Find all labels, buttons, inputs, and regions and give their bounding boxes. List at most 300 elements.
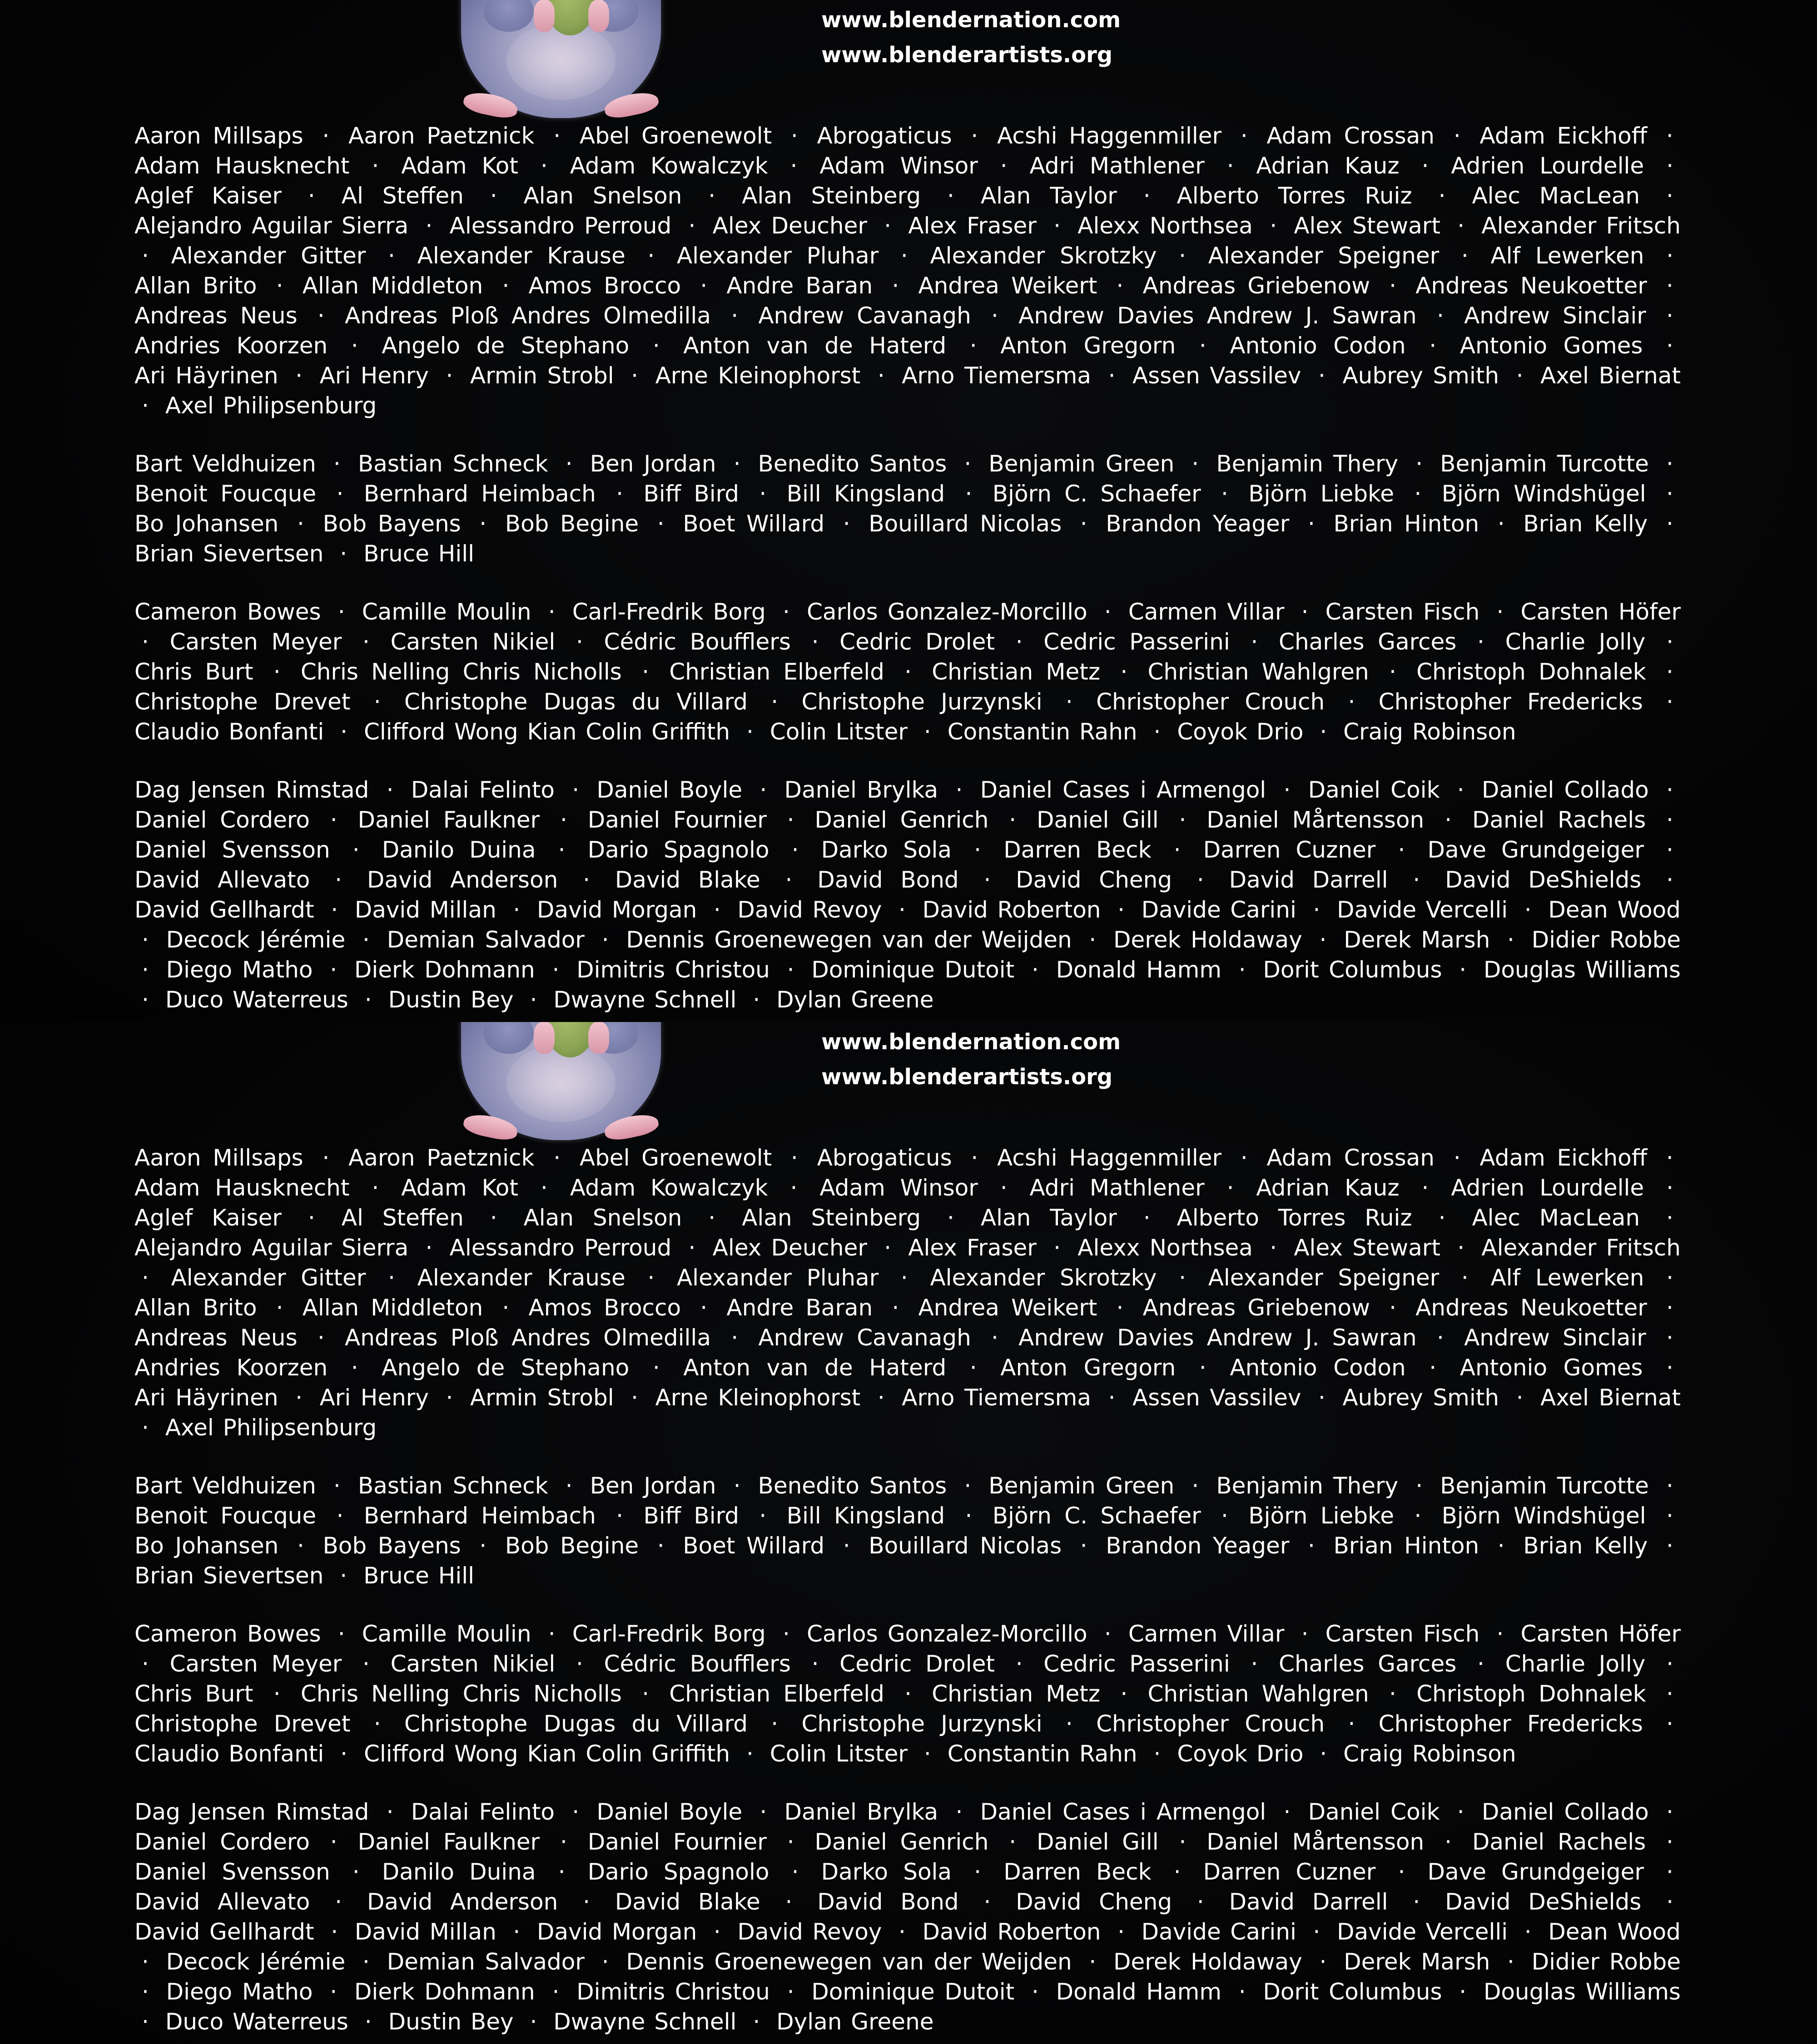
credit-name: Alexander Krause — [417, 243, 626, 269]
credit-name: Dean Wood — [1548, 897, 1681, 923]
separator-dot: · — [647, 243, 655, 269]
separator-dot: · — [362, 1949, 370, 1975]
separator-dot: · — [1666, 1651, 1673, 1677]
credit-name: Diego Matho — [166, 1979, 313, 2005]
separator-dot: · — [1080, 1533, 1087, 1559]
separator-dot: · — [1179, 807, 1187, 833]
credit-name: Didier Robbe — [1531, 1949, 1681, 1975]
credit-name: Benjamin Turcotte — [1440, 451, 1649, 477]
separator-dot: · — [1065, 689, 1073, 715]
separator-dot: · — [1666, 1354, 1673, 1381]
rat-hand-left — [534, 1022, 555, 1054]
separator-dot: · — [1666, 867, 1673, 893]
credit-name: Carsten Höfer — [1520, 1621, 1681, 1647]
separator-dot: · — [388, 243, 395, 269]
credit-name: Dave Grundgeiger — [1427, 837, 1644, 863]
separator-dot: · — [1143, 183, 1151, 209]
separator-dot: · — [330, 807, 338, 833]
credit-name: Bastian Schneck — [357, 451, 548, 477]
separator-dot: · — [1415, 451, 1423, 477]
credit-name: Dario Spagnolo — [587, 837, 769, 863]
credit-name: Cedric Drolet — [839, 629, 995, 655]
separator-dot: · — [388, 1265, 395, 1291]
credit-name: Bernhard Heimbach — [363, 1503, 596, 1529]
separator-dot: · — [965, 481, 973, 507]
credit-name: Christophe Drevet — [134, 689, 351, 715]
credit-name: David Millan — [354, 897, 496, 923]
separator-dot: · — [553, 123, 561, 149]
credit-name: Alf Lewerken — [1490, 243, 1644, 269]
credit-name: Carsten Meyer — [169, 1651, 342, 1677]
separator-dot: · — [333, 1473, 341, 1499]
credit-name: Darren Beck — [1003, 837, 1152, 863]
separator-dot: · — [364, 2009, 372, 2035]
credit-name: Alan Snelson — [523, 183, 682, 209]
credit-name: Adam Hausknecht — [134, 153, 350, 179]
separator-dot: · — [1666, 1533, 1673, 1559]
separator-dot: · — [1666, 1859, 1673, 1885]
separator-dot: · — [1666, 1295, 1673, 1321]
credit-name: Dalai Felinto — [411, 777, 555, 803]
credit-name: Björn Windshügel — [1441, 1503, 1646, 1529]
separator-dot: · — [583, 1889, 590, 1915]
separator-dot: · — [1153, 1741, 1161, 1767]
separator-dot: · — [295, 1384, 303, 1411]
credit-name: Daniel Fournier — [587, 1829, 767, 1855]
credit-name: Andrew Davies Andrew J. Sawran — [1018, 303, 1417, 329]
credit-name: Christian Metz — [932, 659, 1101, 685]
credit-name: Alberto Torres Ruiz — [1177, 183, 1412, 209]
separator-dot: · — [142, 987, 149, 1013]
credit-name: Ben Jordan — [590, 1473, 716, 1499]
rat-hand-right — [588, 0, 609, 32]
credit-name: Davide Vercelli — [1336, 897, 1508, 923]
separator-dot: · — [446, 1384, 453, 1411]
separator-dot: · — [1457, 777, 1465, 803]
credit-name: Davide Carini — [1141, 897, 1296, 923]
credit-name: Dennis Groenewegen van der Weijden — [626, 927, 1072, 953]
separator-dot: · — [1089, 927, 1097, 953]
credit-name: Dominique Dutoit — [811, 957, 1015, 983]
separator-dot: · — [1313, 1919, 1321, 1945]
separator-dot: · — [971, 123, 978, 149]
separator-dot: · — [1459, 1979, 1467, 2005]
credit-name: Christophe Dugas du Villard — [404, 1711, 748, 1737]
separator-dot: · — [1031, 1979, 1039, 2005]
credit-name: Adrien Lourdelle — [1451, 153, 1644, 179]
separator-dot: · — [782, 1621, 790, 1647]
credit-name: Dag Jensen Rimstad — [134, 777, 369, 803]
credit-name: Dennis Groenewegen van der Weijden — [626, 1949, 1072, 1975]
separator-dot: · — [352, 837, 360, 863]
credit-name: Constantin Rahn — [947, 1741, 1137, 1767]
separator-dot: · — [601, 927, 609, 953]
separator-dot: · — [1413, 1889, 1420, 1915]
separator-dot: · — [425, 1235, 433, 1261]
separator-dot: · — [811, 1651, 819, 1677]
credit-name: Ari Häyrinen — [134, 1384, 278, 1411]
credit-name: Andreas Ploß Andres Olmedilla — [345, 1325, 711, 1351]
credit-name: Aaron Millsaps — [134, 123, 303, 149]
credit-name: Adam Kowalczyk — [570, 153, 768, 179]
credit-name: Alex Fraser — [908, 1235, 1037, 1261]
separator-dot: · — [708, 183, 716, 209]
separator-dot: · — [1389, 273, 1397, 299]
credit-name: Amos Brocco — [528, 273, 681, 299]
separator-dot: · — [1000, 1175, 1008, 1201]
separator-dot: · — [340, 1563, 348, 1589]
separator-dot: · — [1153, 719, 1161, 745]
credit-name: Anton van de Haterd — [683, 1354, 947, 1381]
blendernation-link[interactable]: www.blendernation.com — [821, 1029, 1121, 1055]
credit-name: Alessandro Perroud — [449, 1235, 672, 1261]
credit-name: Alan Steinberg — [742, 1205, 921, 1231]
separator-dot: · — [330, 957, 338, 983]
separator-dot: · — [713, 897, 721, 923]
credit-name: David DeShields — [1445, 867, 1642, 893]
credit-name: Acshi Haggenmiller — [997, 123, 1222, 149]
credit-name: Craig Robinson — [1343, 1741, 1516, 1767]
separator-dot: · — [1666, 303, 1673, 329]
credit-name: Colin Litster — [769, 1741, 908, 1767]
separator-dot: · — [1251, 1651, 1258, 1677]
credit-name: Christophe Dugas du Villard — [404, 689, 748, 715]
credit-name: Christoph Dohnalek — [1416, 1681, 1646, 1707]
separator-dot: · — [142, 1265, 149, 1291]
credit-name: Benoit Foucque — [134, 1503, 317, 1529]
separator-dot: · — [540, 153, 548, 179]
credit-name: David Morgan — [536, 1919, 697, 1945]
credit-name: Alejandro Aguilar Sierra — [134, 1235, 409, 1261]
separator-dot: · — [1117, 1919, 1125, 1945]
credit-name: Carl-Fredrik Borg — [572, 599, 766, 625]
credit-name: Axel Biernat — [1540, 362, 1681, 389]
separator-dot: · — [787, 807, 794, 833]
credit-name: David Bond — [817, 1889, 959, 1915]
separator-dot: · — [811, 629, 819, 655]
credit-name: Donald Hamm — [1056, 957, 1222, 983]
credit-name: Dario Spagnolo — [587, 1859, 769, 1885]
separator-dot: · — [791, 837, 799, 863]
separator-dot: · — [965, 1503, 973, 1529]
separator-dot: · — [1270, 1235, 1277, 1261]
separator-dot: · — [1117, 897, 1125, 923]
separator-dot: · — [1421, 1175, 1429, 1201]
separator-dot: · — [553, 1145, 561, 1171]
separator-dot: · — [142, 392, 149, 419]
separator-dot: · — [276, 273, 283, 299]
credit-name: Alan Taylor — [980, 1205, 1117, 1231]
separator-dot: · — [1080, 511, 1087, 537]
credit-name: Dimitris Christou — [576, 1979, 770, 2005]
credit-name: Carsten Nikiel — [390, 629, 556, 655]
credit-name: Alexander Skrotzky — [930, 1265, 1157, 1291]
separator-dot: · — [790, 1175, 798, 1201]
credit-name: Christopher Fredericks — [1378, 689, 1643, 715]
credit-name: Carlos Gonzalez-Morcillo — [807, 599, 1087, 625]
credit-name: Claudio Bonfanti — [134, 719, 324, 745]
credit-name: Dwayne Schnell — [553, 2009, 737, 2035]
separator-dot: · — [884, 1235, 892, 1261]
credit-name: Björn Windshügel — [1441, 481, 1646, 507]
credit-name: Daniel Gill — [1037, 807, 1159, 833]
separator-dot: · — [576, 629, 583, 655]
separator-dot: · — [576, 1651, 583, 1677]
separator-dot: · — [1461, 243, 1469, 269]
credit-name: Alec MacLean — [1472, 1205, 1640, 1231]
credit-name: Brian Hinton — [1333, 1533, 1479, 1559]
separator-dot: · — [1398, 837, 1405, 863]
separator-dot: · — [1104, 1621, 1112, 1647]
credit-name: Arne Kleinophorst — [655, 1384, 861, 1411]
separator-dot: · — [330, 1979, 338, 2005]
credit-name: Aubrey Smith — [1342, 362, 1499, 389]
separator-dot: · — [790, 153, 798, 179]
credits-group-d — [134, 1797, 1681, 2037]
credit-name: Christian Elberfeld — [669, 659, 884, 685]
rat-mascot-image — [457, 1022, 665, 1149]
credit-name: Björn C. Schaefer — [992, 1503, 1201, 1529]
credit-name: Adri Mathlener — [1029, 1175, 1205, 1201]
separator-dot: · — [273, 659, 281, 685]
separator-dot: · — [1319, 927, 1327, 953]
separator-dot: · — [1429, 1354, 1437, 1381]
separator-dot: · — [1457, 1799, 1465, 1825]
separator-dot: · — [1496, 599, 1504, 625]
credit-name: Björn C. Schaefer — [992, 481, 1201, 507]
separator-dot: · — [142, 1949, 149, 1975]
separator-dot: · — [1240, 123, 1248, 149]
credit-name: Danilo Duina — [382, 1859, 536, 1885]
separator-dot: · — [892, 1295, 899, 1321]
separator-dot: · — [1318, 1384, 1326, 1411]
separator-dot: · — [843, 511, 850, 537]
credit-name: Chris Burt — [134, 659, 253, 685]
separator-dot: · — [1000, 153, 1008, 179]
separator-dot: · — [502, 273, 510, 299]
separator-dot: · — [1031, 957, 1039, 983]
separator-dot: · — [991, 1325, 998, 1351]
separator-dot: · — [1318, 362, 1326, 389]
credit-name: David Darrell — [1229, 867, 1388, 893]
credit-name: Bob Bayens — [323, 511, 461, 537]
separator-dot: · — [560, 1829, 567, 1855]
credit-name: Benedito Santos — [758, 451, 947, 477]
separator-dot: · — [1457, 213, 1465, 239]
separator-dot: · — [1666, 1711, 1673, 1737]
credit-name: Axel Philipsenburg — [165, 1414, 377, 1441]
credit-name: Daniel Fournier — [587, 807, 767, 833]
separator-dot: · — [351, 332, 358, 359]
credit-name: Christopher Crouch — [1096, 689, 1325, 715]
website-links — [821, 3, 1121, 73]
separator-dot: · — [490, 1205, 497, 1231]
separator-dot: · — [899, 897, 906, 923]
credit-name: Donald Hamm — [1056, 1979, 1222, 2005]
credit-name: Brian Kelly — [1523, 511, 1648, 537]
credit-name: David Revoy — [737, 897, 882, 923]
separator-dot: · — [1477, 1651, 1484, 1677]
separator-dot: · — [877, 362, 885, 389]
separator-dot: · — [335, 1889, 343, 1915]
credit-name: Ben Jordan — [590, 451, 716, 477]
blendernation-link[interactable]: www.blendernation.com — [821, 7, 1121, 33]
separator-dot: · — [142, 1414, 149, 1441]
credit-name: Adrien Lourdelle — [1451, 1175, 1644, 1201]
separator-dot: · — [1666, 511, 1673, 537]
credit-name: Daniel Faulkner — [357, 1829, 540, 1855]
credit-name: David Darrell — [1229, 1889, 1388, 1915]
credit-name: Charles Garces — [1279, 629, 1457, 655]
separator-dot: · — [1453, 1145, 1461, 1171]
separator-dot: · — [1421, 153, 1429, 179]
separator-dot: · — [1666, 1829, 1673, 1855]
credit-name: Alexander Krause — [417, 1265, 626, 1291]
credit-name: Anton Gregorn — [1000, 1354, 1176, 1381]
credit-name: Alex Stewart — [1294, 1235, 1440, 1261]
credit-name: Assen Vassilev — [1132, 1384, 1301, 1411]
separator-dot: · — [1251, 629, 1258, 655]
credit-name: Adam Kowalczyk — [570, 1175, 768, 1201]
separator-dot: · — [1270, 213, 1277, 239]
credit-name: Alexander Pluhar — [676, 1265, 879, 1291]
credit-name: Daniel Genrich — [814, 807, 989, 833]
separator-dot: · — [782, 599, 790, 625]
credit-name: Douglas Williams — [1483, 957, 1681, 983]
credit-name: Alexx Northsea — [1077, 213, 1253, 239]
credit-name: Derek Marsh — [1344, 1949, 1490, 1975]
separator-dot: · — [572, 777, 580, 803]
credit-name: David Roberton — [922, 897, 1101, 923]
separator-dot: · — [1120, 1681, 1128, 1707]
credit-name: David Allevato — [134, 867, 310, 893]
separator-dot: · — [1221, 481, 1228, 507]
separator-dot: · — [1173, 1859, 1181, 1885]
separator-dot: · — [771, 1711, 779, 1737]
credit-name: David Allevato — [134, 1889, 310, 1915]
separator-dot: · — [1414, 481, 1422, 507]
separator-dot: · — [1089, 1949, 1097, 1975]
credit-name: Benoit Foucque — [134, 481, 317, 507]
credit-name: Adrian Kauz — [1256, 153, 1400, 179]
separator-dot: · — [1666, 1325, 1673, 1351]
credit-name: Dwayne Schnell — [553, 987, 737, 1013]
credit-name: Daniel Boyle — [596, 1799, 743, 1825]
credit-name: Alec MacLean — [1472, 183, 1640, 209]
credit-name: Cameron Bowes — [134, 599, 321, 625]
credit-name: Dave Grundgeiger — [1427, 1859, 1644, 1885]
credit-name: Andrew Sinclair — [1464, 1325, 1646, 1351]
credit-name: Andre Baran — [726, 273, 873, 299]
credit-name: Alex Fraser — [908, 213, 1037, 239]
credit-name: Anton Gregorn — [1000, 332, 1176, 359]
separator-dot: · — [1143, 1205, 1151, 1231]
credit-name: David Cheng — [1016, 867, 1172, 893]
credit-name: Dorit Columbus — [1263, 1979, 1442, 2005]
credit-name: Carsten Fisch — [1325, 599, 1480, 625]
credits-group-a — [134, 1143, 1681, 1443]
separator-dot: · — [1191, 451, 1199, 477]
separator-dot: · — [490, 183, 497, 209]
separator-dot: · — [652, 1354, 660, 1381]
credit-name: Andre Baran — [726, 1295, 873, 1321]
blenderartists-link[interactable]: www.blenderartists.org — [821, 42, 1113, 68]
credit-name: Al Steffen — [341, 183, 464, 209]
rat-mascot-image — [457, 0, 665, 127]
separator-dot: · — [1438, 1205, 1446, 1231]
credit-name: Cédric Boufflers — [604, 629, 791, 655]
credit-name: Acshi Haggenmiller — [997, 1145, 1222, 1171]
separator-dot: · — [1666, 1473, 1673, 1499]
separator-dot: · — [1179, 1829, 1187, 1855]
separator-dot: · — [338, 1621, 345, 1647]
separator-dot: · — [1179, 243, 1187, 269]
separator-dot: · — [572, 1799, 580, 1825]
separator-dot: · — [1053, 1235, 1061, 1261]
credit-name: Bo Johansen — [134, 1533, 279, 1559]
blenderartists-link[interactable]: www.blenderartists.org — [821, 1064, 1113, 1090]
separator-dot: · — [322, 123, 330, 149]
separator-dot: · — [142, 629, 149, 655]
separator-dot: · — [530, 987, 537, 1013]
separator-dot: · — [759, 481, 767, 507]
credit-name: Aubrey Smith — [1342, 1384, 1499, 1411]
credit-name: Bruce Hill — [363, 541, 475, 567]
credit-name: David Gellhardt — [134, 897, 314, 923]
credit-name: Bob Bayens — [323, 1533, 461, 1559]
credit-name: Coyok Drio — [1177, 719, 1304, 745]
separator-dot: · — [322, 1145, 330, 1171]
credit-name: Aaron Millsaps — [134, 1145, 303, 1171]
credit-name: Alexander Gitter — [171, 1265, 366, 1291]
credits-group-a — [134, 121, 1681, 421]
credit-name: Allan Brito — [134, 273, 257, 299]
credit-name: Biff Bird — [643, 481, 740, 507]
credit-name: Alexander Skrotzky — [930, 243, 1157, 269]
credit-name: Daniel Collado — [1481, 1799, 1649, 1825]
credit-name: Axel Philipsenburg — [165, 392, 377, 419]
credit-name: Diego Matho — [166, 957, 313, 983]
credit-name: Bob Begine — [505, 1533, 639, 1559]
separator-dot: · — [1666, 777, 1673, 803]
separator-dot: · — [340, 541, 348, 567]
separator-dot: · — [336, 481, 344, 507]
credit-name: Carlos Gonzalez-Morcillo — [807, 1621, 1087, 1647]
credit-name: Christian Metz — [932, 1681, 1101, 1707]
credit-name: David Anderson — [367, 1889, 558, 1915]
separator-dot: · — [1283, 777, 1291, 803]
credit-name: Allan Middleton — [302, 273, 483, 299]
credit-name: Clifford Wong Kian Colin Griffith — [363, 1741, 730, 1767]
separator-dot: · — [479, 1533, 487, 1559]
separator-dot: · — [1666, 123, 1673, 149]
separator-dot: · — [1453, 123, 1461, 149]
separator-dot: · — [336, 1503, 344, 1529]
credit-name: Brian Sievertsen — [134, 541, 324, 567]
separator-dot: · — [1415, 1473, 1423, 1499]
credit-name: Alan Steinberg — [742, 183, 921, 209]
credit-name: Adam Crossan — [1266, 1145, 1435, 1171]
credit-name: Craig Robinson — [1343, 719, 1516, 745]
credit-name: Charlie Jolly — [1505, 1651, 1646, 1677]
credit-name: Andrew Cavanagh — [758, 303, 971, 329]
separator-dot: · — [330, 1829, 338, 1855]
separator-dot: · — [1497, 1533, 1505, 1559]
credit-name: Charlie Jolly — [1505, 629, 1646, 655]
credits-list — [134, 121, 1681, 1022]
separator-dot: · — [900, 243, 908, 269]
separator-dot: · — [1009, 807, 1017, 833]
